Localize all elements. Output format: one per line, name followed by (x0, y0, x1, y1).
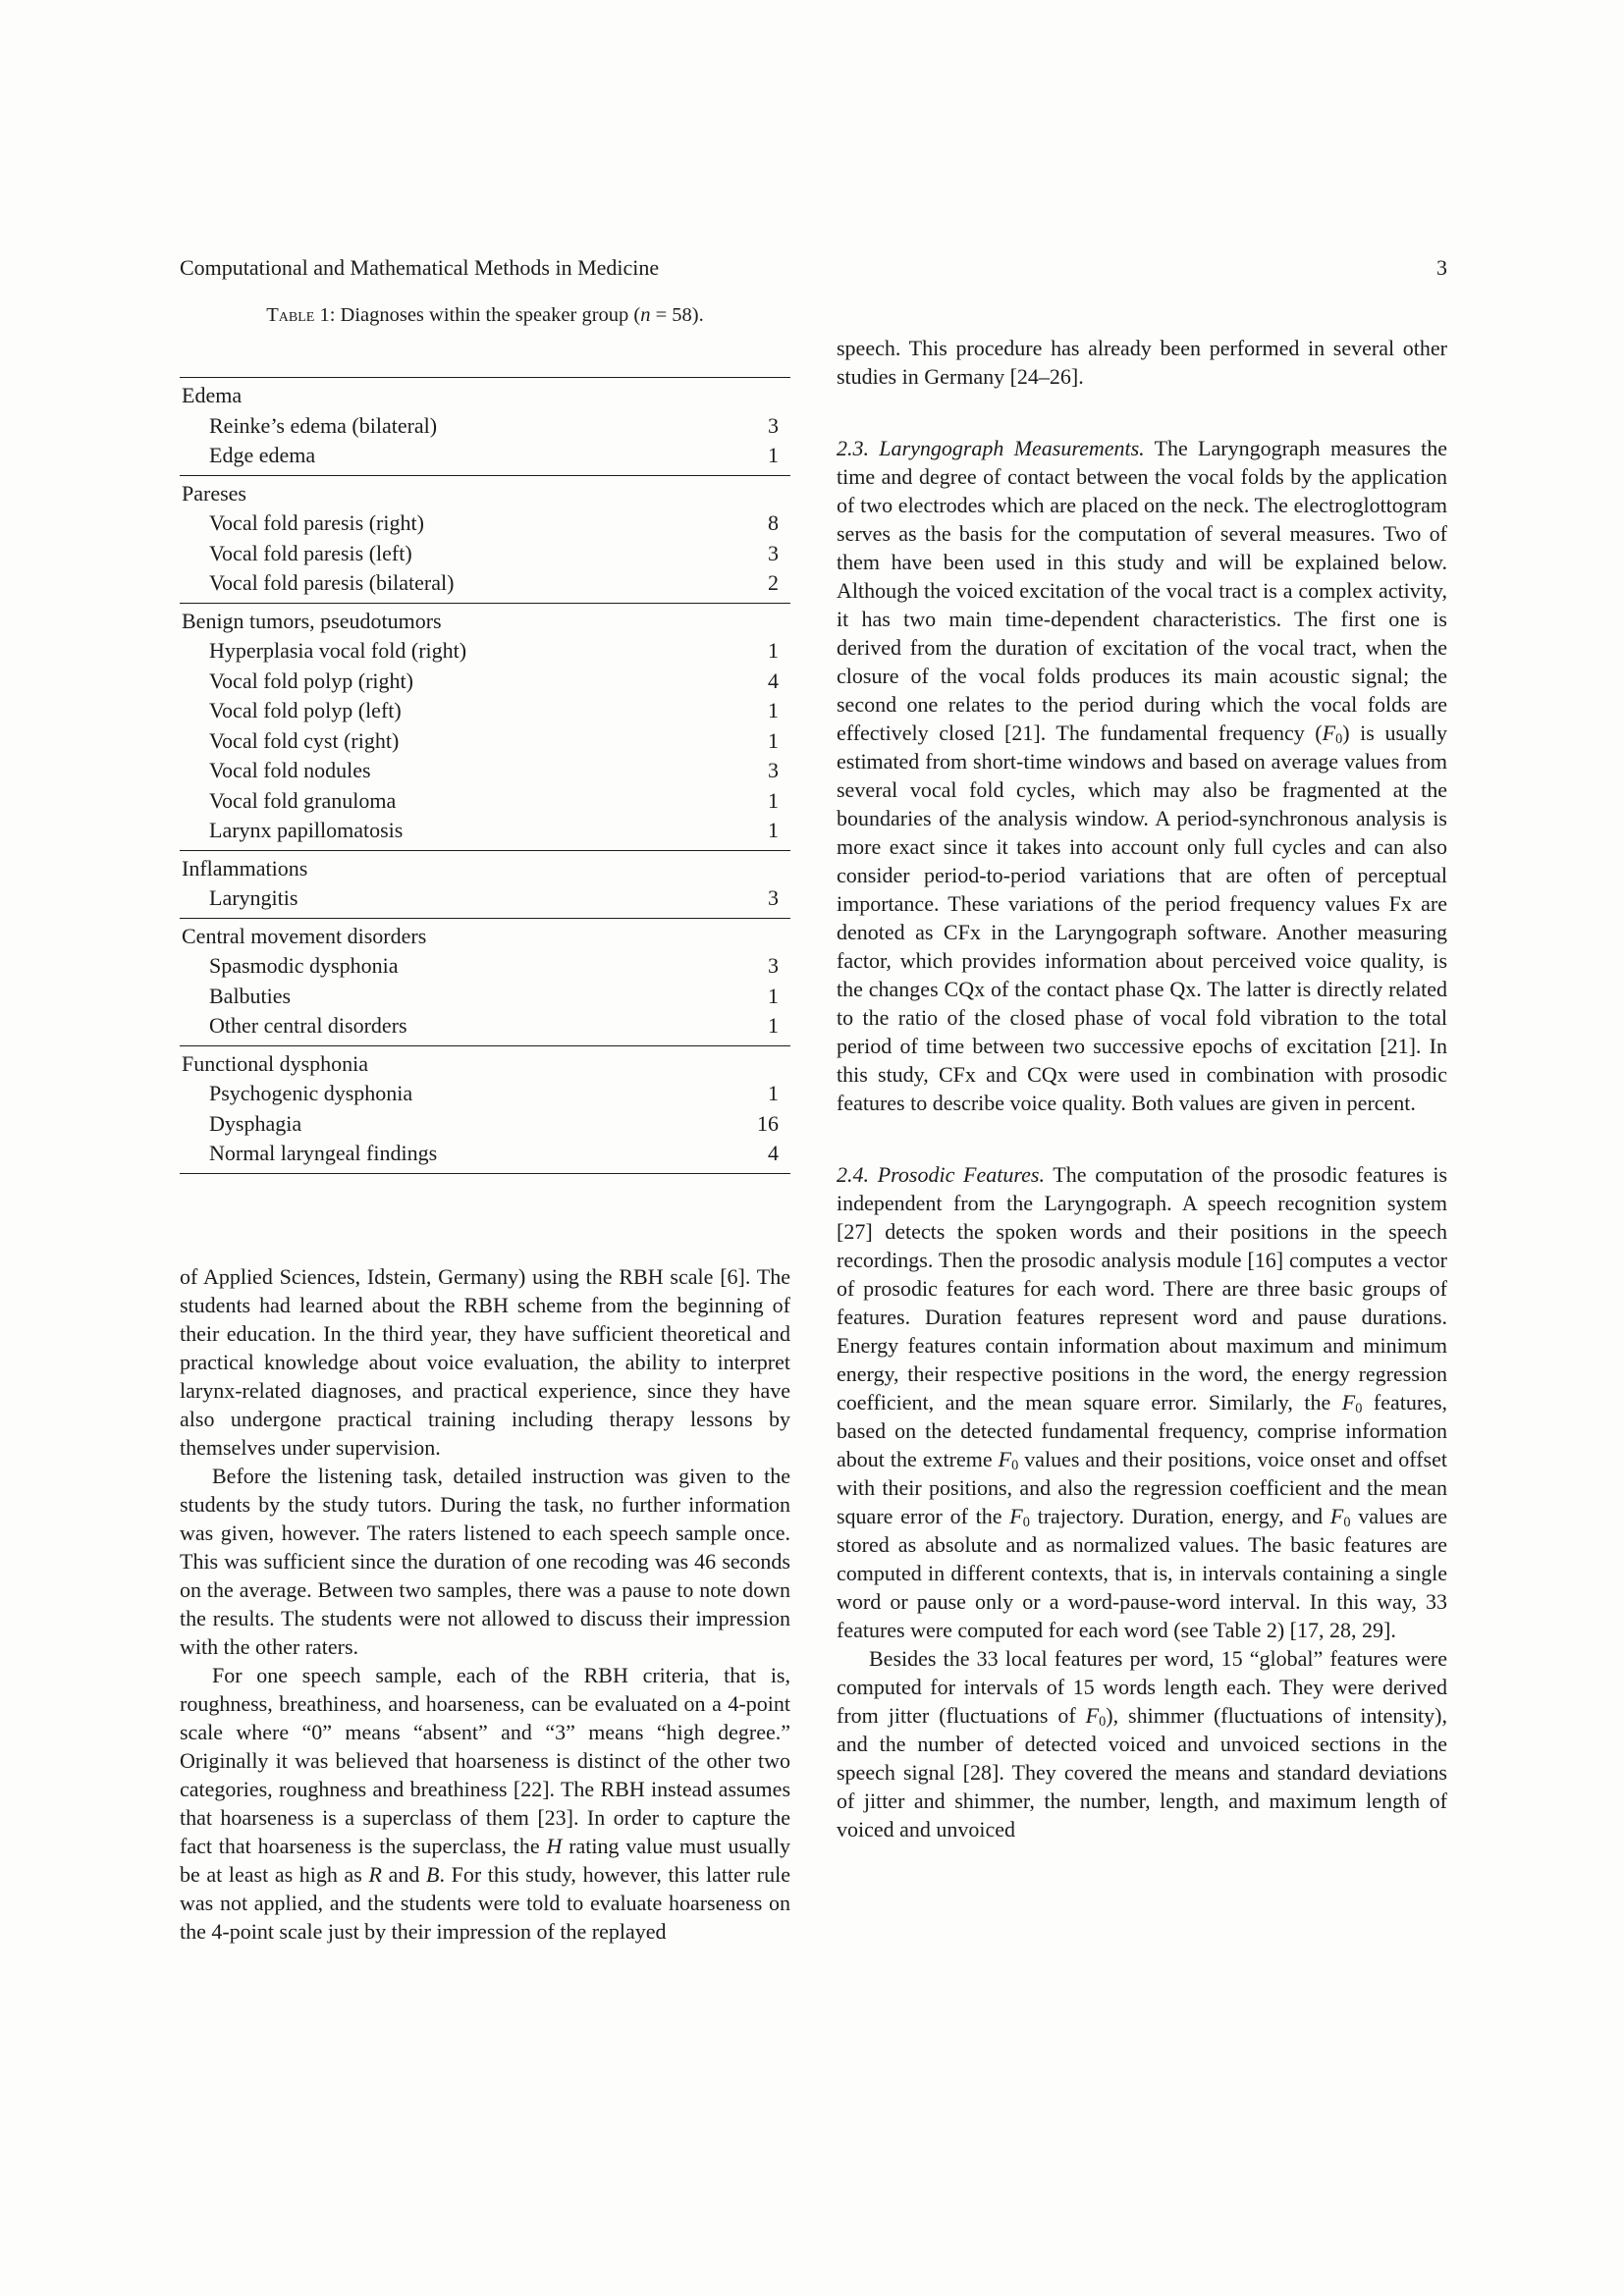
paragraph-continuation-right (837, 334, 1447, 391)
text-segment: F (998, 1447, 1012, 1471)
diagnosis-label: Laryngitis (209, 885, 298, 910)
text-segment: The computation of the prosodic features is independent from the Laryngograph. A speech recognition system [27] detects the spoken words and their positions in the speech recordings. Then the prosodic analysis module [16] computes a vector of prosodic features for each word. There are three basic groups of features. Duration features represent word and pause durations. Energy features contain information about maximum and minimum energy, their respective positions in the word, the energy regression coefficient, and the mean square error. Similarly, the (837, 1162, 1448, 1415)
table-row (180, 441, 790, 471)
diagnosis-label: Vocal fold paresis (right) (209, 510, 424, 535)
diagnosis-count: 3 (768, 953, 779, 978)
diagnosis-label: Reinke’s edema (bilateral) (209, 412, 438, 438)
table-row (180, 568, 790, 599)
table-row (180, 1109, 790, 1140)
text-segment: 2.3. Laryngograph Measurements. (837, 436, 1145, 460)
text-segment: R (368, 1861, 382, 1887)
diagnosis-count: 1 (768, 818, 779, 842)
diagnosis-label: Dysphagia (209, 1110, 302, 1136)
diagnosis-category-label: Inflammations (182, 855, 308, 881)
table-row (180, 636, 790, 667)
diagnosis-count: 1 (768, 1013, 779, 1038)
running-head (180, 255, 1447, 281)
paragraph-listening-task (180, 1462, 790, 1661)
text-segment: 0 (1022, 1515, 1030, 1531)
diagnosis-count: 1 (768, 983, 779, 1008)
diagnosis-count: 3 (768, 540, 779, 565)
diagnosis-count: 4 (768, 1141, 779, 1165)
right-column (837, 281, 1447, 1946)
table-group-header (180, 922, 790, 952)
diagnosis-count: 1 (768, 698, 779, 722)
table-row (180, 951, 790, 982)
text-segment: Besides the 33 local features per word, 15 “global” features were computed for intervals of 15 words length each. They were derived from jitter (fluctuations of (837, 1646, 1447, 1728)
text-segment: 2.4. Prosodic Features. (837, 1162, 1045, 1187)
diagnosis-label: Vocal fold paresis (left) (209, 540, 412, 565)
table-group (180, 1046, 790, 1174)
journal-title: Computational and Mathematical Methods in Medicine (180, 255, 660, 280)
diagnosis-count: 3 (768, 758, 779, 782)
text-segment: 1: Diagnoses within the speaker group ( (314, 304, 641, 326)
text-segment: . For this study, however, this latter rule was not applied, and the students were told to evaluate hoarseness on the 4-point scale just by their impression of the replayed (180, 1861, 791, 1944)
diagnosis-label: Vocal fold granuloma (209, 787, 397, 813)
diagnosis-category-label: Functional dysphonia (182, 1050, 369, 1076)
text-segment: Table (266, 304, 315, 326)
table-row (180, 696, 790, 726)
table-group-header (180, 607, 790, 637)
table-row (180, 508, 790, 539)
diagnosis-label: Spasmodic dysphonia (209, 953, 399, 978)
table-row (180, 667, 790, 697)
table-row (180, 1079, 790, 1109)
text-segment: B (426, 1861, 440, 1887)
diagnosis-category-label: Benign tumors, pseudotumors (182, 608, 442, 633)
text-segment: 0 (1335, 731, 1343, 748)
table-group-header (180, 1049, 790, 1080)
text-segment: F (1329, 1504, 1344, 1528)
diagnosis-label: Normal laryngeal findings (209, 1141, 438, 1165)
table-caption (180, 302, 790, 328)
text-segment: values are stored as absolute and as normalized values. The basic features are computed in different contexts, that is, in intervals containing a single word or pause only or a word-pause-word interval. In this way, 33 features were computed for each word (see Table 2) [17, 28, 29]. (837, 1504, 1447, 1642)
page-number: 3 (1436, 255, 1447, 280)
table-group (180, 851, 790, 919)
diagnosis-label: Vocal fold paresis (bilateral) (209, 570, 455, 595)
diagnosis-label: Larynx papillomatosis (209, 818, 404, 842)
diagnosis-count: 3 (768, 885, 779, 910)
text-segment: For one speech sample, each of the RBH criteria, that is, roughness, breathiness, and hoarseness, can be evaluated on a 4-point scale where “0” means “absent” and “3” means “high degree.” Originally it was believed that hoarseness is distinct of the other two categories, roughness and breathiness [22]. The RBH instead assumes that hoarseness is a superclass of them [23]. In order to capture the fact that hoarseness is the superclass, the (180, 1662, 790, 1858)
text-segment: 0 (1099, 1714, 1107, 1731)
diagnosis-category-label: Central movement disorders (182, 923, 427, 948)
text-segment: speech. This procedure has already been performed in several other studies in Germany [24–26]. (837, 336, 1447, 389)
table-row (180, 883, 790, 914)
diagnosis-count: 1 (768, 787, 779, 813)
diagnosis-label: Vocal fold cyst (right) (209, 727, 400, 753)
diagnosis-count: 1 (768, 1081, 779, 1105)
diagnosis-count: 1 (768, 638, 779, 663)
text-segment: ), shimmer (fluctuations of intensity), and the number of detected voiced and unvoiced sections in the speech signal [28]. They covered the means and standard deviations of jitter and shimmer, the number, length, and maximum length of voiced and unvoiced (837, 1703, 1447, 1842)
text-segment: 0 (1343, 1515, 1351, 1531)
text-segment: H (546, 1833, 563, 1858)
paragraph-global-features (837, 1644, 1447, 1843)
table-row (180, 1139, 790, 1169)
table-row (180, 539, 790, 569)
text-segment: F (1341, 1390, 1356, 1415)
section-2-4-prosodic-features (837, 1160, 1447, 1644)
diagnosis-label: Vocal fold polyp (left) (209, 698, 402, 722)
table-row (180, 411, 790, 442)
table-row (180, 726, 790, 757)
diagnosis-label: Hyperplasia vocal fold (right) (209, 638, 467, 663)
text-segment: trajectory. Duration, energy, and (1029, 1504, 1330, 1528)
table-group-header (180, 854, 790, 884)
diagnosis-label: Balbuties (209, 983, 292, 1008)
text-segment: The Laryngograph measures the time and degree of contact between the vocal folds by the application of two electrodes which are placed on the neck. The electroglottogram serves as the basis for the computation of several measures. Two of them have been used in this study and will be explained below. Although the voiced excitation of the vocal tract is a complex activity, it has two main time-dependent characteristics. The first one is derived from the duration of excitation of the vocal tract, when the closure of the vocal folds produces its main acoustic signal; the second one relates to the period during which the vocal folds are effectively closed [21]. The fundamental frequency ( (837, 436, 1447, 745)
two-column-body (180, 281, 1447, 1946)
table-group-header (180, 381, 790, 411)
diagnoses-table (180, 377, 790, 1174)
text-segment: Before the listening task, detailed instruction was given to the students by the study tutors. During the task, no further information was given, however. The raters listened to each speech sample once. This was sufficient since the duration of one recoding was 46 seconds on the average. Between two samples, there was a pause to note down the results. The students were not allowed to discuss their impression with the other raters. (180, 1463, 790, 1659)
table-group (180, 476, 790, 604)
diagnosis-count: 8 (768, 510, 779, 535)
text-segment: F (1322, 721, 1336, 745)
text-segment: = 58). (650, 304, 704, 326)
diagnosis-count: 4 (768, 667, 779, 693)
text-segment: and (381, 1861, 426, 1887)
table-row (180, 786, 790, 817)
text-segment: n (640, 304, 651, 326)
table-group (180, 604, 790, 851)
section-2-3-laryngograph (837, 434, 1447, 1117)
text-segment: features, based on the detected fundamental frequency, comprise information about the extreme (837, 1390, 1448, 1471)
text-segment: rating value must usually be at least as high as (180, 1833, 790, 1887)
paragraph-rbh-criteria (180, 1661, 790, 1946)
diagnosis-label: Other central disorders (209, 1013, 407, 1038)
diagnosis-category-label: Pareses (182, 480, 246, 506)
table-row (180, 756, 790, 786)
diagnosis-count: 2 (768, 570, 779, 595)
text-segment: 0 (1355, 1401, 1363, 1417)
table-row (180, 982, 790, 1012)
paragraph-continuation-left (180, 1262, 790, 1462)
diagnosis-label: Psychogenic dysphonia (209, 1081, 413, 1105)
diagnosis-label: Edge edema (209, 443, 316, 467)
diagnosis-count: 1 (768, 443, 779, 467)
text-segment: of Applied Sciences, Idstein, Germany) using the RBH scale [6]. The students had learned about the RBH scheme from the beginning of their education. In the third year, they have sufficient theoretical and practical knowledge about voice evaluation, the ability to interpret larynx-related diagnoses, and practical experience, since they have also undergone practical training including therapy lessons by themselves under supervision. (180, 1263, 790, 1460)
table-row (180, 1011, 790, 1041)
text-segment: values and their positions, voice onset and offset with their positions, and also the regression coefficient and the mean square error of the (837, 1447, 1447, 1528)
diagnosis-label: Vocal fold nodules (209, 758, 371, 782)
diagnosis-category-label: Edema (182, 383, 243, 407)
table-group (180, 378, 790, 476)
left-column (180, 281, 790, 1946)
text-segment: F (1009, 1504, 1023, 1528)
table-group-header (180, 479, 790, 509)
table-group (180, 919, 790, 1046)
text-segment: ) is usually estimated from short-time windows and based on average values from several vocal fold cycles, which may also be fragmented at the boundaries of the analysis window. A period-synchronous analysis is more exact since it takes into account only full cycles and can also consider period-to-period variations that are often of perceptual importance. These variations of the period frequency values Fx are denoted as CFx in the Laryngograph software. Another measuring factor, which provides information about perceived voice quality, is the changes CQx of the contact phase Qx. The latter is directly related to the ratio of the closed phase of vocal fold vibration to the total period of time between two successive epochs of excitation [21]. In this study, CFx and CQx were used in combination with prosodic features to describe voice quality. Both values are given in percent. (837, 721, 1447, 1115)
text-segment: F (1085, 1703, 1100, 1728)
diagnosis-count: 1 (768, 727, 779, 753)
table-row (180, 816, 790, 846)
text-segment: 0 (1011, 1458, 1019, 1474)
diagnosis-count: 3 (768, 412, 779, 438)
diagnosis-label: Vocal fold polyp (right) (209, 667, 413, 693)
diagnosis-count: 16 (757, 1110, 779, 1136)
